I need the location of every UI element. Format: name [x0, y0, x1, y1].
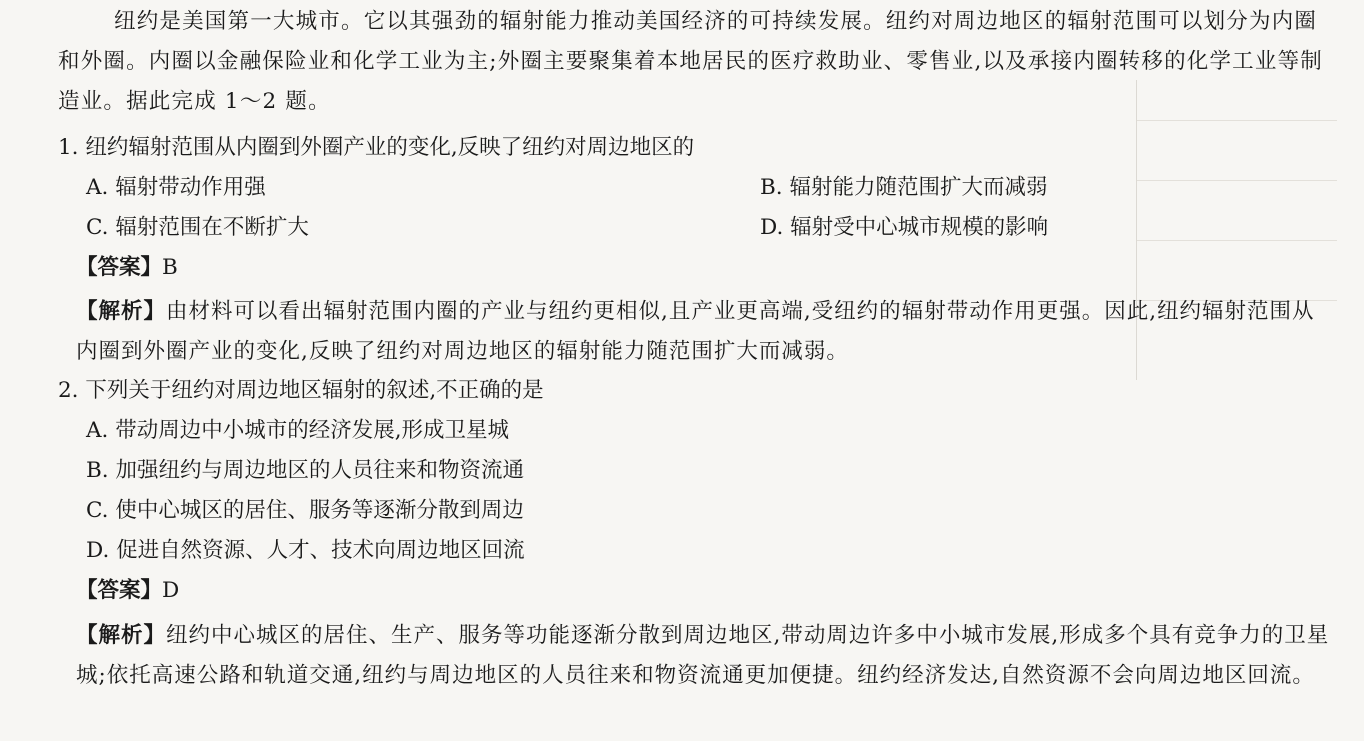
q1-option-b: B. 辐射能力随范围扩大而减弱 [760, 175, 1048, 200]
q1-option-a: A. 辐射带动作用强 [86, 175, 266, 200]
q2-answer [76, 576, 179, 606]
q2-option-a: A. 带动周边中小城市的经济发展,形成卫星城 [86, 418, 510, 443]
q1-option-c: C. 辐射范围在不断扩大 [86, 215, 309, 240]
q1-option-d: D. 辐射受中心城市规模的影响 [760, 215, 1049, 240]
q1-stem: 1. 纽约辐射范围从内圈到外圈产业的变化,反映了纽约对周边地区的 [58, 135, 695, 160]
q1-analysis [76, 292, 1334, 372]
q2-analysis-text: 纽约中心城区的居住、生产、服务等功能逐渐分散到周边地区,带动周边许多中小城市发展,形成多个具有竞争力的卫星城;依托高速公路和轨道交通,纽约与周边地区的人员往来和物资流通更加便捷。纽约经济发达,自然资源不会向周边地区回流。 [76, 623, 1330, 688]
q2-analysis [76, 616, 1334, 696]
q2-option-d: D. 促进自然资源、人才、技术向周边地区回流 [86, 538, 525, 563]
q2-analysis-label: 【解析】 [76, 623, 167, 648]
q1-analysis-label: 【解析】 [76, 299, 167, 324]
q1-answer [76, 253, 178, 283]
q1-answer-value: B [162, 255, 178, 280]
q2-answer-label: 【答案】 [76, 578, 163, 603]
intro-paragraph: 纽约是美国第一大城市。它以其强劲的辐射能力推动美国经济的可持续发展。纽约对周边地区的辐射范围可以划分为内圈和外圈。内圈以金融保险业和化学工业为主;外圈主要聚集着本地居民的医疗救助业、零售业,以及承接内圈转移的化学工业等制造业。据此完成 1～2 题。 [58, 9, 1323, 114]
q1-answer-label: 【答案】 [76, 255, 163, 280]
q2-stem: 2. 下列关于纽约对周边地区辐射的叙述,不正确的是 [58, 378, 544, 403]
q2-answer-value: D [162, 578, 180, 603]
q2-option-c: C. 使中心城区的居住、服务等逐渐分散到周边 [86, 498, 524, 523]
q2-option-b: B. 加强纽约与周边地区的人员往来和物资流通 [86, 458, 524, 483]
q1-analysis-text: 由材料可以看出辐射范围内圈的产业与纽约更相似,且产业更高端,受纽约的辐射带动作用更强。因此,纽约辐射范围从内圈到外圈产业的变化,反映了纽约对周边地区的辐射能力随范围扩大而减弱。 [76, 299, 1315, 364]
